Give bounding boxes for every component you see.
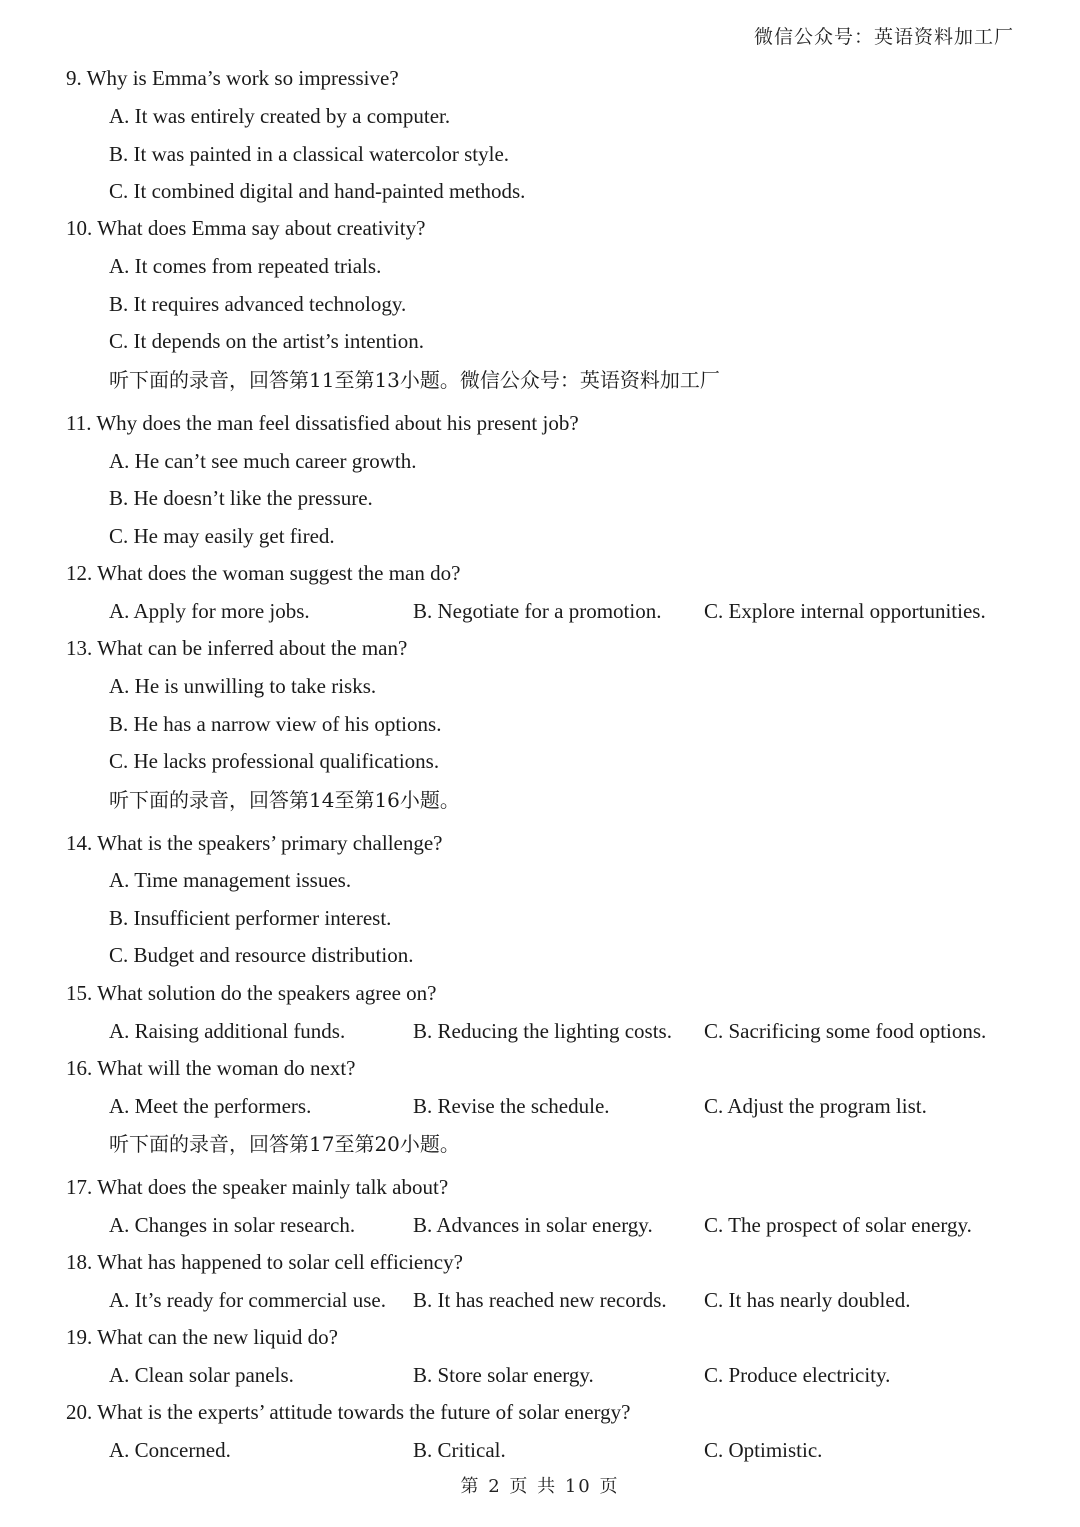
- option-16b: B. Revise the schedule.: [413, 1094, 610, 1118]
- option-12c: C. Explore internal opportunities.: [704, 599, 986, 623]
- option-13b: B. He has a narrow view of his options.: [109, 712, 442, 736]
- section-instruction-11-13: 听下面的录音，回答第11至第13小题。微信公众号：英语资料加工厂: [109, 368, 720, 392]
- option-10b: B. It requires advanced technology.: [109, 292, 407, 316]
- option-19b: B. Store solar energy.: [413, 1363, 594, 1387]
- option-10c: C. It depends on the artist’s intention.: [109, 329, 424, 353]
- option-9b: B. It was painted in a classical watercolor style.: [109, 142, 510, 166]
- option-20a: A. Concerned.: [109, 1438, 231, 1462]
- option-16c: C. Adjust the program list.: [704, 1094, 927, 1118]
- option-18c: C. It has nearly doubled.: [704, 1288, 911, 1312]
- question-20: 20. What is the experts’ attitude towards the future of solar energy?: [66, 1400, 631, 1424]
- option-14a: A. Time management issues.: [109, 868, 352, 892]
- question-13: 13. What can be inferred about the man?: [66, 636, 408, 660]
- question-9: 9. Why is Emma’s work so impressive?: [66, 66, 399, 90]
- question-10: 10. What does Emma say about creativity?: [66, 216, 426, 240]
- option-15a: A. Raising additional funds.: [109, 1019, 346, 1043]
- question-19: 19. What can the new liquid do?: [66, 1325, 338, 1349]
- option-14b: B. Insufficient performer interest.: [109, 906, 392, 930]
- question-15: 15. What solution do the speakers agree on?: [66, 981, 437, 1005]
- option-17b: B. Advances in solar energy.: [413, 1213, 653, 1237]
- option-18a: A. It’s ready for commercial use.: [109, 1288, 386, 1312]
- option-16a: A. Meet the performers.: [109, 1094, 312, 1118]
- option-12a: A. Apply for more jobs.: [109, 599, 310, 623]
- option-13a: A. He is unwilling to take risks.: [109, 674, 377, 698]
- option-15b: B. Reducing the lighting costs.: [413, 1019, 672, 1043]
- option-9a: A. It was entirely created by a computer.: [109, 104, 451, 128]
- option-20c: C. Optimistic.: [704, 1438, 823, 1462]
- option-12b: B. Negotiate for a promotion.: [413, 599, 662, 623]
- option-13c: C. He lacks professional qualifications.: [109, 749, 440, 773]
- option-14c: C. Budget and resource distribution.: [109, 943, 414, 967]
- header-watermark: 微信公众号：英语资料加工厂: [753, 26, 1014, 48]
- option-20b: B. Critical.: [413, 1438, 506, 1462]
- option-11a: A. He can’t see much career growth.: [109, 449, 417, 473]
- question-18: 18. What has happened to solar cell efficiency?: [66, 1250, 463, 1274]
- option-18b: B. It has reached new records.: [413, 1288, 667, 1312]
- option-15c: C. Sacrificing some food options.: [704, 1019, 987, 1043]
- option-17c: C. The prospect of solar energy.: [704, 1213, 972, 1237]
- option-17a: A. Changes in solar research.: [109, 1213, 356, 1237]
- question-17: 17. What does the speaker mainly talk about?: [66, 1175, 449, 1199]
- option-10a: A. It comes from repeated trials.: [109, 254, 382, 278]
- question-12: 12. What does the woman suggest the man do?: [66, 561, 461, 585]
- question-14: 14. What is the speakers’ primary challenge?: [66, 831, 443, 855]
- section-instruction-17-20: 听下面的录音，回答第17至第20小题。: [109, 1132, 460, 1156]
- section-instruction-14-16: 听下面的录音，回答第14至第16小题。: [109, 788, 460, 812]
- question-16: 16. What will the woman do next?: [66, 1056, 356, 1080]
- option-11b: B. He doesn’t like the pressure.: [109, 486, 373, 510]
- page-number-footer: 第 2 页 共 10 页: [460, 1476, 620, 1497]
- option-11c: C. He may easily get fired.: [109, 524, 335, 548]
- option-9c: C. It combined digital and hand-painted methods.: [109, 179, 526, 203]
- option-19a: A. Clean solar panels.: [109, 1363, 294, 1387]
- option-19c: C. Produce electricity.: [704, 1363, 891, 1387]
- question-11: 11. Why does the man feel dissatisfied about his present job?: [66, 411, 579, 435]
